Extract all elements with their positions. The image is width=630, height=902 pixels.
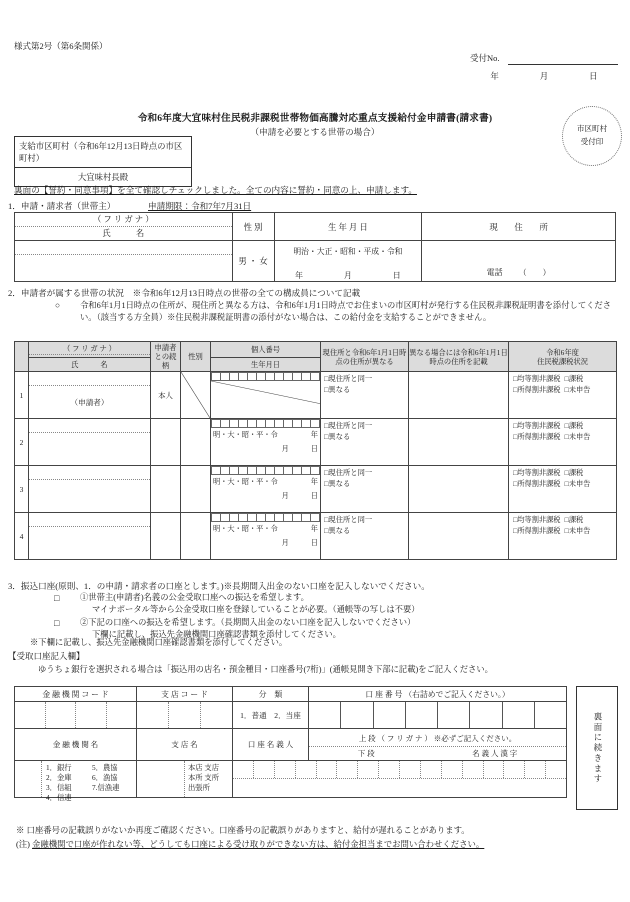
check-different-address[interactable]: □異なる bbox=[324, 478, 351, 488]
footer-note-2 bbox=[16, 838, 484, 850]
check-different-address[interactable]: □異なる bbox=[324, 384, 351, 394]
household-gender-input[interactable] bbox=[181, 419, 211, 466]
municipal-receipt-stamp bbox=[562, 106, 622, 166]
applicant-dob-header: 生 年 月 日 bbox=[274, 213, 422, 241]
applicant-tel-paren-close: ） bbox=[542, 268, 551, 277]
household-address-same-input[interactable] bbox=[321, 419, 409, 466]
household-furigana-input[interactable] bbox=[29, 513, 150, 527]
household-era-options[interactable]: 明・大・昭・平・令 bbox=[213, 478, 278, 487]
household-mynumber-input[interactable] bbox=[211, 372, 321, 419]
municipality-box-row2: 大宜味村長殿 bbox=[77, 173, 129, 182]
check-different-address[interactable]: □異なる bbox=[324, 431, 351, 441]
tax-opt-3[interactable]: □未申告 bbox=[564, 480, 591, 489]
receipt-number-input-line[interactable] bbox=[508, 53, 618, 65]
section3-options bbox=[8, 592, 608, 642]
table-row-index: 2 bbox=[15, 419, 29, 466]
household-dob-month-label: 月 bbox=[281, 492, 289, 501]
applicant-furigana-label: （ フ リ ガ ナ ） bbox=[15, 213, 232, 227]
check-same-address[interactable]: □現住所と同一 bbox=[324, 515, 373, 525]
tax-status-options[interactable] bbox=[509, 372, 616, 396]
mynumber-grid[interactable] bbox=[211, 372, 320, 381]
applicant-dob-day-label: 日 bbox=[392, 270, 401, 280]
checkbox-option-2[interactable]: □ bbox=[54, 617, 60, 628]
check-same-address[interactable]: □現住所と同一 bbox=[324, 421, 373, 431]
tax-opt-3[interactable]: □未申告 bbox=[564, 527, 591, 536]
household-furigana-input[interactable] bbox=[29, 419, 150, 433]
household-index-header bbox=[15, 342, 29, 372]
footer-note-2-text: 金融機関で口座が作れない等、どうしても口座による受け取りができない方は、給付金担当までお問い合わせください。 bbox=[32, 840, 485, 849]
household-furigana-header bbox=[29, 342, 151, 358]
household-gender-header: 性別 bbox=[181, 342, 211, 372]
household-relation-value[interactable] bbox=[151, 419, 181, 466]
mynumber-grid[interactable] bbox=[211, 466, 320, 475]
household-gender-input[interactable] bbox=[181, 466, 211, 513]
household-era-options[interactable]: 明・大・昭・平・令 bbox=[213, 525, 278, 534]
stamp-line-1: 市区町村 bbox=[576, 124, 608, 134]
bank-kind-4[interactable]: 3．信組 bbox=[46, 782, 72, 792]
table-row[interactable] bbox=[29, 419, 151, 466]
account-type-header: 分 類 bbox=[233, 687, 309, 702]
check-same-address[interactable]: □現住所と同一 bbox=[324, 468, 373, 478]
household-mynumber-input[interactable] bbox=[211, 419, 321, 466]
check-same-address[interactable]: □現住所と同一 bbox=[324, 374, 373, 384]
bank-kind-1[interactable]: 5．農協 bbox=[92, 763, 118, 772]
household-dob-input[interactable] bbox=[211, 428, 320, 440]
tax-opt-3[interactable]: □未申告 bbox=[564, 433, 591, 442]
household-address-write-input[interactable] bbox=[409, 466, 509, 513]
household-dob-year-label: 年 bbox=[310, 478, 318, 487]
account-number-segments[interactable] bbox=[309, 702, 566, 728]
applicant-dob-month-label: 月 bbox=[343, 270, 352, 280]
household-relation-value[interactable] bbox=[151, 466, 181, 513]
branch-code-input[interactable] bbox=[137, 702, 233, 729]
holder-furigana-segments[interactable] bbox=[233, 761, 566, 779]
table-row[interactable] bbox=[29, 372, 151, 419]
receipt-number-field[interactable] bbox=[470, 52, 618, 65]
tax-opt-2[interactable]: □所得割非課税 bbox=[513, 433, 561, 442]
table-row[interactable] bbox=[29, 466, 151, 513]
applicant-gender-header: 性 別 bbox=[232, 213, 274, 241]
applicant-address-input-cell[interactable] bbox=[422, 241, 616, 282]
branch-suffix-0[interactable]: 本店 支店 bbox=[188, 763, 220, 772]
household-gender-input[interactable] bbox=[181, 513, 211, 560]
branch-code-header: 支 店 コ ー ド bbox=[137, 687, 233, 702]
form-code-label: 様式第2号（第6条関係） bbox=[14, 41, 108, 51]
household-dob-day-label: 日 bbox=[310, 445, 318, 454]
bank-code-header: 金 融 機 関 コ ー ド bbox=[15, 687, 137, 702]
household-address-write-input[interactable] bbox=[409, 372, 509, 419]
bank-code-segments[interactable] bbox=[15, 702, 136, 728]
section3-yucho-note: ゆうちょ銀行を選択される場合は「振込用の店名・預金種目・口座番号(7桁)」(通帳見開き下部に記載)をご記入ください。 bbox=[38, 665, 493, 674]
transfer-option-1-detail bbox=[8, 604, 608, 616]
section3-attachment-note: ※下欄に記載し、振込先金融機関口座確認書類を添付してください。 bbox=[30, 638, 288, 647]
holder-lower-right-label: 名 義 人 漢 字 bbox=[472, 748, 518, 758]
branch-name-input[interactable] bbox=[137, 761, 233, 798]
applicant-address-header: 現 住 所 bbox=[422, 213, 616, 241]
household-address-same-input[interactable] bbox=[321, 513, 409, 560]
tax-opt-1[interactable]: □課税 bbox=[564, 516, 584, 525]
transfer-option-1-line1: ①世帯主(申請者)名義の公金受取口座への振込を希望します。 bbox=[80, 593, 309, 602]
section1-deadline: 申請期限：令和7年7月31日 bbox=[148, 201, 252, 211]
checkbox-option-1[interactable]: □ bbox=[54, 593, 60, 603]
household-name-value[interactable] bbox=[29, 527, 150, 538]
account-number-input[interactable] bbox=[309, 702, 567, 729]
tax-opt-0[interactable]: □均等割非課税 bbox=[513, 422, 561, 431]
household-tax-status-line1: 令和6年度 bbox=[546, 347, 579, 357]
household-table bbox=[14, 341, 616, 560]
household-dob-year-label: 年 bbox=[310, 431, 318, 440]
household-dob-input[interactable] bbox=[211, 475, 320, 487]
receipt-month-label: 月 bbox=[539, 71, 549, 81]
household-dob-month-label: 月 bbox=[281, 445, 289, 454]
account-type-options[interactable]: 1．普通 2．当座 bbox=[233, 702, 309, 729]
household-name-header: 氏 名 bbox=[29, 357, 151, 372]
household-tax-status-header bbox=[509, 342, 617, 372]
municipality-box-row1: 支給市区町村（令和6年12月13日時点の市区町村） bbox=[15, 137, 191, 168]
household-address-same-header: 現住所と令和6年1月1日時点の住所が異なる bbox=[321, 342, 409, 372]
table-row[interactable] bbox=[29, 513, 151, 560]
account-holder-header: 口 座 名 義 人 bbox=[233, 729, 309, 761]
bank-kind-3[interactable]: 6．漁協 bbox=[92, 772, 118, 782]
receipt-day-label: 日 bbox=[589, 71, 598, 81]
section2-note-text: 令和6年1月1日時点の住所が、現住所と異なる方は、令和6年1月1日時点でお住まいの市区町村が発行する住民税非課税証明書を添付してください。（該当する方全員）※住民税非課税証明書の添付がない場合は、この給付金を支給することができません。 bbox=[80, 301, 612, 323]
household-tax-status-input[interactable] bbox=[509, 466, 617, 513]
holder-upper-label: 上 段 （ フ リ ガ ナ ） ※必ずご記入ください。 bbox=[309, 731, 566, 747]
tax-status-options[interactable] bbox=[509, 466, 616, 490]
household-tax-status-input[interactable] bbox=[509, 419, 617, 466]
transfer-option-2[interactable] bbox=[8, 617, 608, 629]
page-title: 令和6年度大宜味村住民税非課税世帯物価高騰対応重点支援給付金申請書(請求書) bbox=[137, 113, 493, 124]
municipality-box bbox=[14, 136, 192, 187]
transfer-option-2-line1: ②下記の口座への振込を希望します。（長期間入出金のない口座を記入しないでください） bbox=[80, 617, 416, 627]
bank-name-header: 金 融 機 関 名 bbox=[15, 729, 137, 761]
holder-lower-left-label: 下 段 bbox=[357, 748, 375, 758]
household-furigana-input[interactable] bbox=[29, 466, 150, 480]
bank-kind-7[interactable] bbox=[92, 793, 136, 803]
household-name-value[interactable] bbox=[29, 480, 150, 491]
bank-kind-0[interactable]: 1．銀行 bbox=[46, 763, 72, 772]
tax-opt-1[interactable]: □課税 bbox=[564, 422, 584, 431]
tax-status-options[interactable] bbox=[509, 513, 616, 537]
receipt-number-label: 受付No. bbox=[470, 53, 500, 63]
applicant-tel-paren-open: （ bbox=[518, 268, 527, 277]
applicant-dob-year-label: 年 bbox=[294, 270, 303, 280]
household-tax-status-input[interactable] bbox=[509, 513, 617, 560]
account-number-header: 口 座 番 号 （右詰めでご記入ください。） bbox=[309, 687, 567, 702]
table-row-index: 4 bbox=[15, 513, 29, 560]
household-name-value[interactable] bbox=[29, 433, 150, 444]
branch-suffix-1[interactable]: 本所 支所 bbox=[188, 773, 220, 783]
tax-status-options[interactable] bbox=[509, 419, 616, 443]
section2-heading: 2．申請者が属する世帯の状況 ※令和6年12月13日時点の世帯の全ての構成員について記載 bbox=[8, 288, 361, 298]
household-furigana-input[interactable] bbox=[29, 372, 150, 386]
household-relation-value[interactable]: 本人 bbox=[151, 372, 181, 419]
household-relation-header: 申請者との続柄 bbox=[151, 342, 181, 372]
tax-opt-0[interactable]: □均等割非課税 bbox=[513, 375, 561, 384]
continue-on-back-box bbox=[576, 686, 618, 810]
table-row-index: 1 bbox=[15, 372, 29, 419]
household-mynumber-header: 個人番号 bbox=[211, 342, 321, 358]
applicant-gender-options[interactable]: 男 ・ 女 bbox=[232, 241, 274, 282]
bank-kind-2[interactable]: 2．金庫 bbox=[46, 772, 72, 782]
household-dob-day-label: 日 bbox=[310, 539, 318, 548]
applicant-dob-input-cell[interactable] bbox=[274, 241, 422, 282]
transfer-option-2-line2: 下欄に記載し、振込先金融機関口座確認書類を添付してください。 bbox=[92, 630, 341, 640]
branch-code-segments[interactable] bbox=[137, 702, 232, 728]
page-subtitle: （申請を必要とする世帯の場合） bbox=[250, 127, 380, 137]
household-address-write-input[interactable] bbox=[409, 419, 509, 466]
stamp-line-2: 受付印 bbox=[580, 137, 604, 146]
household-mynumber-input[interactable] bbox=[211, 513, 321, 560]
tax-opt-2[interactable]: □所得割非課税 bbox=[513, 527, 561, 536]
bank-kind-6[interactable]: 4．信連 bbox=[46, 792, 72, 802]
tax-opt-1[interactable]: □課税 bbox=[564, 375, 584, 384]
household-address-same-input[interactable] bbox=[321, 466, 409, 513]
applicant-era-options[interactable]: 明治・大正・昭和・平成・令和 bbox=[293, 246, 403, 256]
household-tax-status-input[interactable] bbox=[509, 372, 617, 419]
mynumber-grid[interactable] bbox=[211, 513, 320, 522]
household-address-write-header: 異なる場合には令和6年1月1日時点の住所を記載 bbox=[409, 342, 509, 372]
continue-on-back-text: 裏面に続きます bbox=[593, 711, 602, 785]
section2-note bbox=[28, 300, 624, 324]
household-address-write-input[interactable] bbox=[409, 513, 509, 560]
holder-kanji-input[interactable] bbox=[233, 779, 566, 797]
mynumber-grid[interactable] bbox=[211, 419, 320, 428]
check-different-address[interactable]: □異なる bbox=[324, 525, 351, 535]
tax-opt-0[interactable]: □均等割非課税 bbox=[513, 469, 561, 478]
tax-opt-3[interactable]: □未申告 bbox=[564, 386, 591, 395]
section1-heading: 1．申請・請求者（世帯主） bbox=[8, 201, 116, 211]
household-relation-value[interactable] bbox=[151, 513, 181, 560]
bank-kind-5[interactable]: 7.信漁連 bbox=[92, 782, 120, 792]
household-gender-input[interactable] bbox=[181, 372, 211, 419]
household-tax-status-line2: 住民税課税状況 bbox=[536, 356, 589, 366]
table-row-index: 3 bbox=[15, 466, 29, 513]
transfer-option-1-line2: マイナポータル等から公金受取口座を登録していることが必要。（通帳等の写しは不要） bbox=[92, 605, 420, 615]
tax-opt-2[interactable]: □所得割非課税 bbox=[513, 386, 561, 395]
pledge-statement: 裏面の【誓約・同意事項】を全て確認しチェックしました。全ての内容に誓約・同意の上、申請します。 bbox=[14, 185, 417, 195]
tax-opt-2[interactable]: □所得割非課税 bbox=[513, 480, 561, 489]
household-dob-input[interactable] bbox=[211, 522, 320, 534]
branch-name-header: 支 店 名 bbox=[137, 729, 233, 761]
applicant-name-header bbox=[15, 213, 233, 241]
footer-note-1: ※ 口座番号の記載誤りがないか再度ご確認ください。口座番号の記載誤りがありますと、給付が遅れることがあります。 bbox=[16, 826, 470, 835]
account-holder-name-header bbox=[309, 729, 567, 761]
applicant-furigana-input[interactable] bbox=[15, 241, 232, 255]
tax-opt-1[interactable]: □課税 bbox=[564, 469, 584, 478]
bank-code-input[interactable] bbox=[15, 702, 137, 729]
account-holder-input[interactable] bbox=[233, 761, 567, 798]
household-mynumber-input[interactable] bbox=[211, 466, 321, 513]
bank-kind-list[interactable] bbox=[15, 761, 137, 802]
applicant-name-label: 氏 名 bbox=[15, 227, 232, 240]
household-dob-day-label: 日 bbox=[310, 492, 318, 501]
receipt-date-row[interactable] bbox=[470, 70, 618, 82]
household-address-same-input[interactable] bbox=[321, 372, 409, 419]
footer-note-2-prefix: (注) bbox=[16, 840, 30, 849]
household-dob-header: 生年月日 bbox=[211, 357, 321, 372]
section3-heading: 3．振込口座(原則、1．の申請・請求者の口座とします。)※長期間入出金のない口座を記入しないでください。 bbox=[8, 581, 430, 591]
household-name-value[interactable]: （申請者） bbox=[70, 398, 109, 408]
applicant-name-input[interactable] bbox=[15, 255, 232, 281]
transfer-option-1[interactable] bbox=[8, 592, 608, 604]
section3-bracket-title: 【受取口座記入欄】 bbox=[8, 651, 85, 661]
household-dob-month-label: 月 bbox=[281, 539, 289, 548]
branch-suffix-2[interactable]: 出張所 bbox=[188, 783, 210, 793]
bank-account-table bbox=[14, 686, 566, 802]
receipt-year-label: 年 bbox=[490, 71, 499, 81]
applicant-tel-label: 電話 bbox=[486, 268, 503, 277]
applicant-name-input-cell[interactable] bbox=[15, 241, 233, 282]
section2-bullet: ○ bbox=[55, 301, 61, 310]
household-era-options[interactable]: 明・大・昭・平・令 bbox=[213, 431, 278, 440]
household-dob-year-label: 年 bbox=[310, 525, 318, 534]
tax-opt-0[interactable]: □均等割非課税 bbox=[513, 516, 561, 525]
applicant-table bbox=[14, 212, 616, 282]
household-furigana-label: （ フ リ ガ ナ ） bbox=[29, 343, 150, 355]
